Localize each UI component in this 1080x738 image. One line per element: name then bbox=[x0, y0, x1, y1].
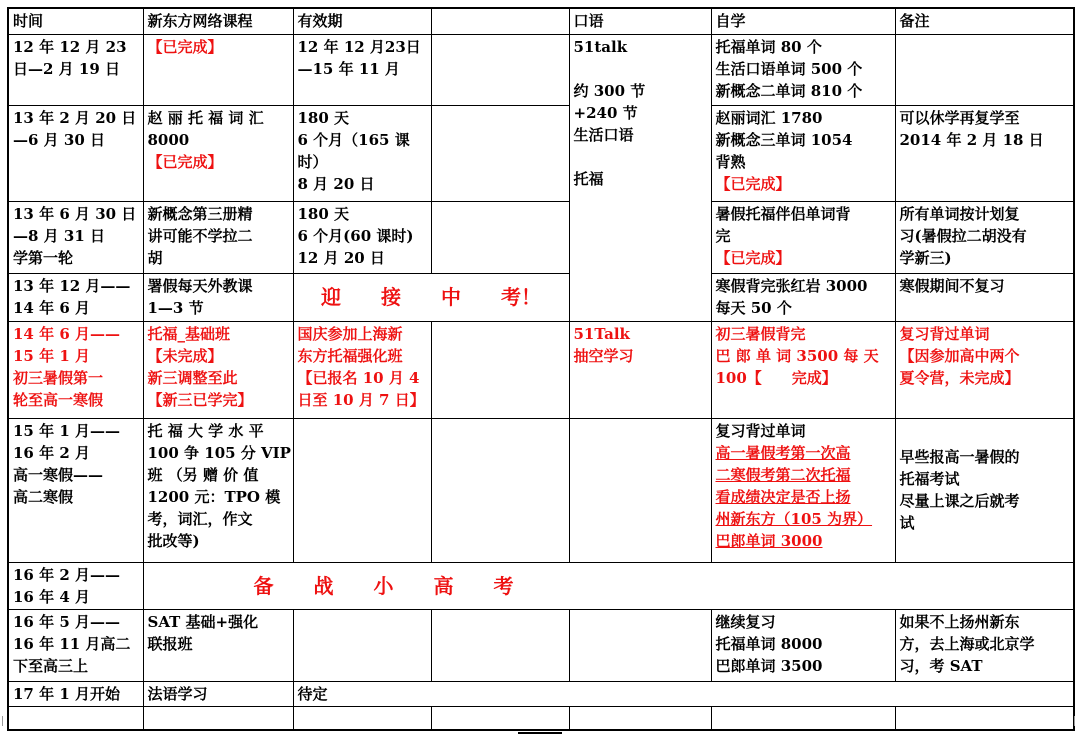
table-row bbox=[8, 321, 1074, 418]
self-study-cell: 暑假托福伴侣单词背 完 【已完成】 bbox=[711, 201, 895, 273]
time-cell: 16 年 2 月—— 16 年 4 月 bbox=[8, 562, 143, 609]
empty-cell bbox=[143, 706, 293, 730]
validity-cell bbox=[293, 609, 431, 681]
course-cell: 托福_基础班 【未完成】 新三调整至此 【新三已学完】 bbox=[143, 321, 293, 418]
course-cell: 署假每天外教课 1—3 节 bbox=[143, 273, 293, 321]
empty-cell bbox=[8, 706, 143, 730]
self-study-cell: 复习背过单词 高一暑假考第一次高 二寒假考第二次托福 看成绩决定是否上扬 州新东方（105 为界） 巴郎单词 3000 bbox=[711, 418, 895, 562]
empty-cell bbox=[895, 706, 1074, 730]
course-cell: 赵 丽 托 福 词 汇 8000 【已完成】 bbox=[143, 105, 293, 201]
time-cell: 13 年 12 月—— 14 年 6 月 bbox=[8, 273, 143, 321]
notes-cell: 寒假期间不复习 bbox=[895, 273, 1074, 321]
notes-cell: 可以休学再复学至 2014 年 2 月 18 日 bbox=[895, 105, 1074, 201]
validity-cell: 180 天 6 个月(60 课时) 12 月 20 日 bbox=[293, 201, 431, 273]
header-row bbox=[8, 8, 1074, 34]
blank-cell bbox=[431, 34, 569, 105]
self-study-cell: 赵丽词汇 1780 新概念三单词 1054 背熟 【已完成】 bbox=[711, 105, 895, 201]
margin-mark-left bbox=[2, 716, 3, 726]
time-cell: 12 年 12 月 23 日—2 月 19 日 bbox=[8, 34, 143, 105]
notes-cell bbox=[895, 34, 1074, 105]
course-cell: SAT 基础+强化 联报班 bbox=[143, 609, 293, 681]
header-self-study: 自学 bbox=[711, 8, 895, 34]
time-cell: 13 年 2 月 20 日 —6 月 30 日 bbox=[8, 105, 143, 201]
table-row bbox=[8, 609, 1074, 681]
blank-cell bbox=[431, 418, 569, 562]
empty-cell bbox=[569, 706, 711, 730]
empty-cell bbox=[711, 706, 895, 730]
banner-prepare-exam: 备 战 小 高 考 bbox=[143, 562, 1074, 609]
validity-cell: 国庆参加上海新 东方托福强化班 【已报名 10 月 4 日至 10 月 7 日】 bbox=[293, 321, 431, 418]
oral-cell: 51talk 约 300 节 +240 节 生活口语 托福 bbox=[569, 34, 711, 321]
notes-cell: 如果不上扬州新东 方，去上海或北京学 习，考 SAT bbox=[895, 609, 1074, 681]
table-row bbox=[8, 681, 1074, 706]
self-study-cell: 初三暑假背完 巴 郎 单 词 3500 每 天 100【 完成】 bbox=[711, 321, 895, 418]
table-row bbox=[8, 34, 1074, 105]
empty-cell bbox=[431, 706, 569, 730]
course-cell: 法语学习 bbox=[143, 681, 293, 706]
validity-cell bbox=[293, 418, 431, 562]
self-study-cell: 继续复习 托福单词 8000 巴郎单词 3500 bbox=[711, 609, 895, 681]
empty-cell bbox=[293, 706, 431, 730]
header-blank bbox=[431, 8, 569, 34]
header-validity: 有效期 bbox=[293, 8, 431, 34]
blank-cell bbox=[431, 105, 569, 201]
oral-cell: 51Talk 抽空学习 bbox=[569, 321, 711, 418]
header-oral: 口语 bbox=[569, 8, 711, 34]
table-row bbox=[8, 562, 1074, 609]
table-row-empty bbox=[8, 706, 1074, 730]
course-cell: 新概念第三册精 讲可能不学拉二 胡 bbox=[143, 201, 293, 273]
notes-cell: 所有单词按计划复 习(暑假拉二胡没有 学新三) bbox=[895, 201, 1074, 273]
validity-cell: 12 年 12 月23日 —15 年 11 月 bbox=[293, 34, 431, 105]
course-cell: 托 福 大 学 水 平 100 争 105 分 VIP 班 （另 赠 价 值 1200 元：TPO 模 考，词汇，作文 批改等) bbox=[143, 418, 293, 562]
validity-cell: 待定 bbox=[293, 681, 1074, 706]
header-course: 新东方网络课程 bbox=[143, 8, 293, 34]
oral-cell bbox=[569, 418, 711, 562]
table-row bbox=[8, 418, 1074, 562]
banner-welcome-exam: 迎 接 中 考！ bbox=[293, 273, 569, 321]
notes-cell: 复习背过单词 【因参加高中两个 夏令营，未完成】 bbox=[895, 321, 1074, 418]
margin-mark-right bbox=[1074, 716, 1075, 726]
table-row bbox=[8, 201, 1074, 273]
notes-cell: 早些报高一暑假的 托福考试 尽量上课之后就考 试 bbox=[895, 418, 1074, 562]
table-resize-handle[interactable] bbox=[518, 732, 562, 734]
table-row bbox=[8, 273, 1074, 321]
table-row bbox=[8, 105, 1074, 201]
course-cell: 【已完成】 bbox=[143, 34, 293, 105]
self-study-cell: 托福单词 80 个 生活口语单词 500 个 新概念二单词 810 个 bbox=[711, 34, 895, 105]
self-study-cell: 寒假背完张红岩 3000 每天 50 个 bbox=[711, 273, 895, 321]
study-plan-table bbox=[7, 7, 1075, 731]
time-cell: 14 年 6 月—— 15 年 1 月 初三暑假第一 轮至高一寒假 bbox=[8, 321, 143, 418]
time-cell: 13 年 6 月 30 日 —8 月 31 日 学第一轮 bbox=[8, 201, 143, 273]
blank-cell bbox=[431, 609, 569, 681]
validity-cell: 180 天 6 个月（165 课 时） 8 月 20 日 bbox=[293, 105, 431, 201]
blank-cell bbox=[431, 321, 569, 418]
header-notes: 备注 bbox=[895, 8, 1074, 34]
time-cell: 16 年 5 月—— 16 年 11 月高二 下至高三上 bbox=[8, 609, 143, 681]
header-time: 时间 bbox=[8, 8, 143, 34]
time-cell: 15 年 1 月—— 16 年 2 月 高一寒假—— 高二寒假 bbox=[8, 418, 143, 562]
blank-cell bbox=[431, 201, 569, 273]
time-cell: 17 年 1 月开始 bbox=[8, 681, 143, 706]
oral-cell bbox=[569, 609, 711, 681]
